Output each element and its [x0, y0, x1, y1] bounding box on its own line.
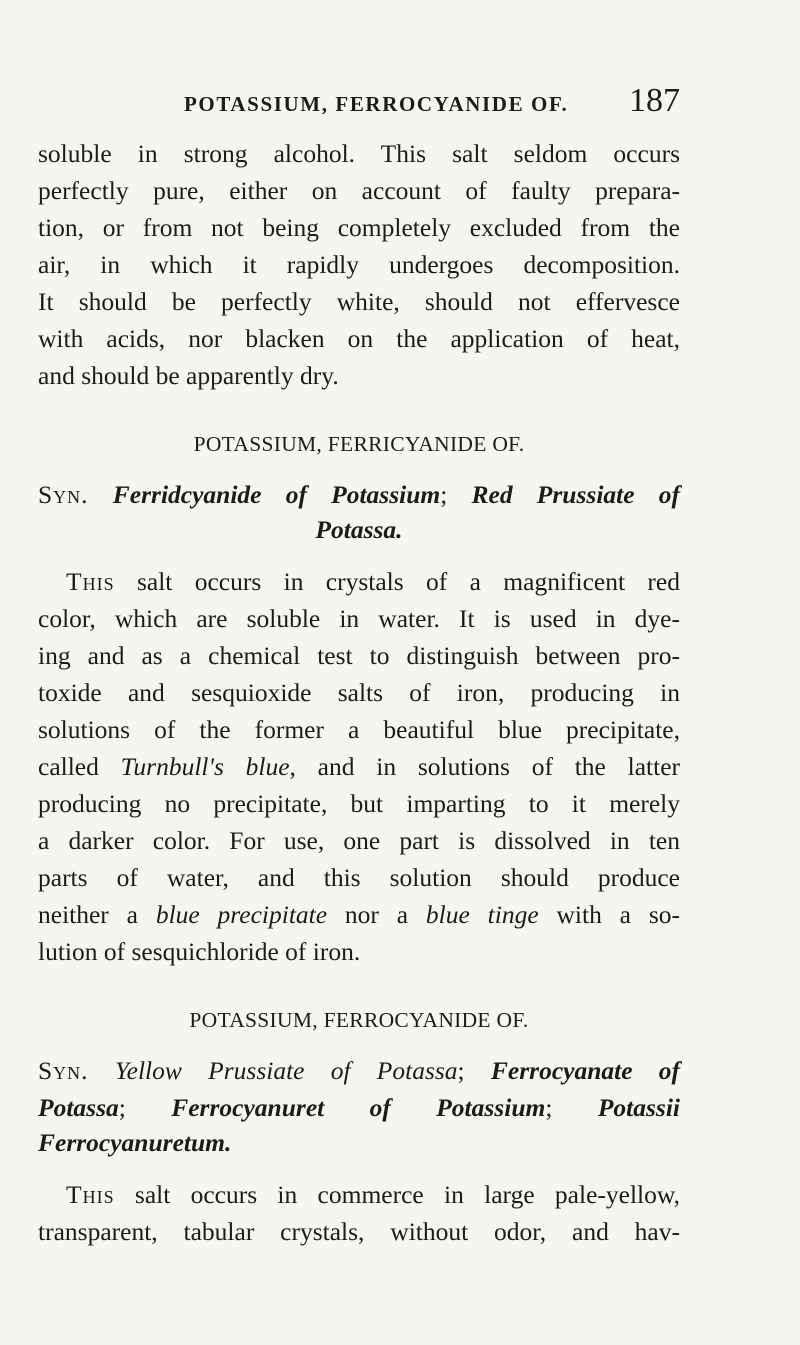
text-line: air, in which it rapidly undergoes decomposition. — [38, 250, 680, 279]
paragraph-first-line — [38, 567, 680, 597]
italic-term: Turnbull's blue — [120, 752, 290, 781]
running-title: POTASSIUM, FERROCYANIDE OF. — [184, 92, 569, 116]
text-line — [38, 900, 680, 930]
separator: ; — [118, 1093, 126, 1122]
synonym-cont: Potassa. — [315, 515, 403, 544]
italic-term: blue precipitate — [155, 900, 328, 929]
text-line: with acids, nor blacken on the application of heat, — [38, 324, 680, 353]
syn-label: Syn. — [38, 480, 89, 509]
text-line: toxide and sesquioxide salts of iron, producing in — [38, 678, 680, 707]
text-line: solutions of the former a beautiful blue precipitate, — [38, 715, 680, 744]
text: salt occurs in commerce in large pale-yellow, — [134, 1180, 681, 1209]
synonyms-line-cont — [38, 515, 680, 545]
text-line: soluble in strong alcohol. This salt seldom occurs — [38, 139, 680, 168]
text-line: tion, or from not being completely excluded from the — [38, 213, 680, 242]
paragraph-first-line — [38, 1180, 680, 1210]
text-line: lution of sesquichloride of iron. — [38, 937, 361, 966]
synonyms-line — [38, 1093, 680, 1123]
page-number: 187 — [629, 82, 680, 119]
italic-term: blue tinge — [425, 900, 539, 929]
text-line: It should be perfectly white, should not effervesce — [38, 287, 680, 316]
drop-word: This — [66, 567, 115, 596]
text: with a so- — [556, 900, 680, 929]
synonym: Ferrocyanuret of Potassium — [171, 1093, 546, 1122]
separator: ; — [457, 1056, 465, 1085]
text: , and in solutions of the latter — [289, 752, 680, 781]
synonyms-line — [38, 480, 680, 510]
synonym: Ferrocyanuretum. — [38, 1128, 232, 1157]
drop-word: This — [66, 1180, 115, 1209]
section-heading: POTASSIUM, FERROCYANIDE OF. — [189, 1008, 529, 1032]
running-head — [38, 82, 680, 126]
text-line: ing and as a chemical test to distinguish between pro- — [38, 641, 680, 670]
synonym: Ferridcyanide of Potassium — [112, 480, 441, 509]
text: neither a — [38, 900, 138, 929]
text: nor a — [344, 900, 409, 929]
text-line: producing no precipitate, but imparting to it merely — [38, 789, 680, 818]
synonym: Ferrocyanate of — [490, 1056, 681, 1085]
separator: ; — [545, 1093, 553, 1122]
synonyms-line — [38, 1128, 680, 1158]
synonym: Yellow Prussiate of Potassa — [114, 1056, 458, 1085]
text: salt occurs in crystals of a magnificent red — [136, 567, 680, 596]
text-line: perfectly pure, either on account of faulty prepara- — [38, 176, 680, 205]
syn-label: Syn. — [38, 1056, 89, 1085]
synonym: Potassa — [38, 1093, 119, 1122]
text-line: a darker color. For use, one part is dissolved in ten — [38, 826, 680, 855]
synonym: Potassii — [597, 1093, 680, 1122]
text-line: and should be apparently dry. — [38, 361, 339, 390]
text: called — [38, 752, 99, 781]
text-line: color, which are soluble in water. It is used in dye- — [38, 604, 680, 633]
synonym: Red Prussiate of — [471, 480, 681, 509]
separator: ; — [440, 480, 448, 509]
text-line — [38, 752, 680, 782]
text-line: transparent, tabular crystals, without odor, and hav- — [38, 1217, 680, 1246]
section-heading: POTASSIUM, FERRICYANIDE OF. — [193, 432, 525, 456]
synonyms-line — [38, 1056, 680, 1086]
text-line: parts of water, and this solution should produce — [38, 863, 680, 892]
